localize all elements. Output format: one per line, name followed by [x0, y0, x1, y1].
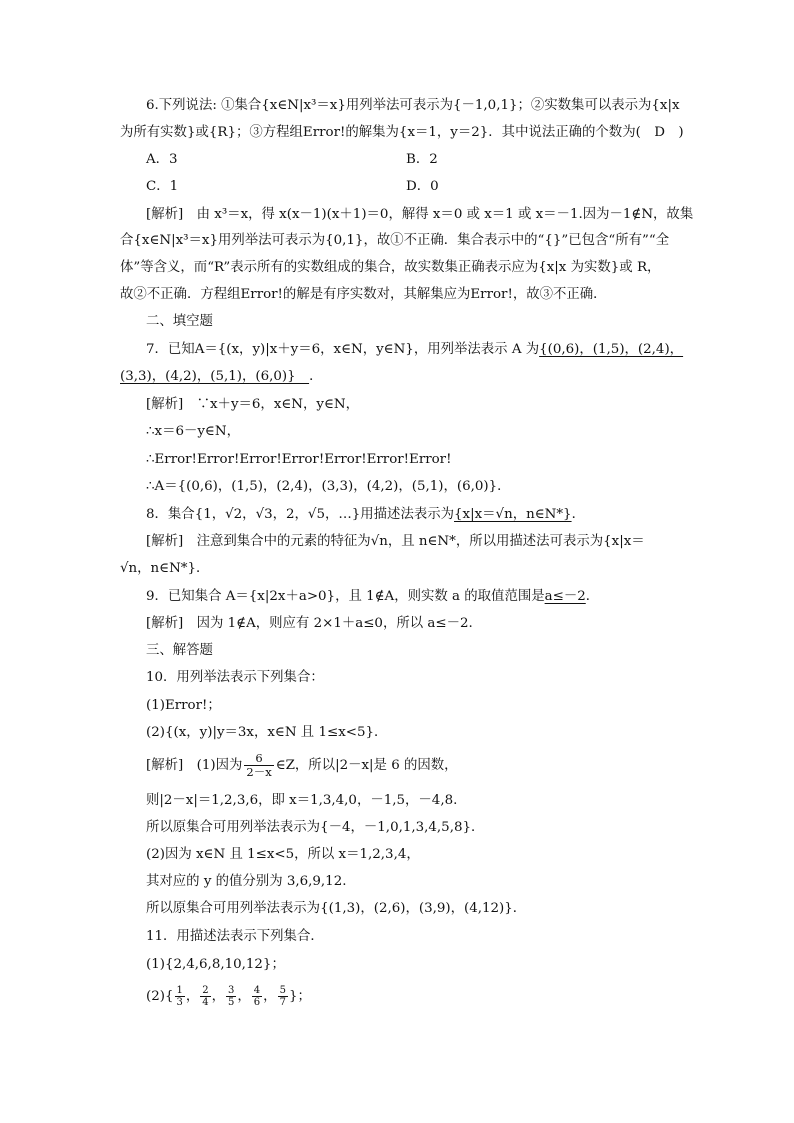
q11-part2-prefix: (2){ [146, 989, 174, 1004]
q7-analysis-line4: ∴A＝{(0,6)，(1,5)，(2,4)，(3,3)，(4,2)，(5,1)，(6,0)}． [146, 479, 511, 494]
q6-option-a: A．3 [146, 152, 178, 167]
q10-analysis-line3: 所以原集合可用列举法表示为{－4，－1,0,1,3,4,5,8}． [146, 820, 485, 835]
q10-analysis-suffix: ∈Z，所以|2－x|是 6 的因数， [275, 758, 458, 773]
q7-stem: 7．已知A＝{(x，y)|x＋y＝6，x∈N，y∈N}，用列举法表示 A 为 [146, 342, 540, 357]
fraction-numerator: 3 [228, 985, 235, 996]
q11-part2-suffix: }； [288, 989, 311, 1004]
q11-fraction-list [174, 985, 289, 1008]
q6-analysis-line2: 合{x∈N|x³＝x}用列举法可表示为{0,1}，故①不正确．集合表示中的“{}”已包含“所有”“全 [120, 233, 670, 248]
q6-stem-line2: 为所有实数}或{R}；③方程组Error!的解集为{x＝1，y＝2}．其中说法正确的个数为( D ) [120, 125, 684, 140]
q11-part2 [146, 985, 311, 1008]
fraction-denominator: 6 [253, 997, 261, 1008]
q7-analysis-line1: [解析] ∵x＋y＝6，x∈N，y∈N， [146, 397, 359, 412]
q8-answer: {x|x＝√n，n∈N*} [454, 507, 572, 522]
q9-analysis: [解析] 因为 1∉A，则应有 2×1＋a≤0，所以 a≤－2. [146, 616, 473, 631]
q10-stem: 10．用列举法表示下列集合： [146, 670, 324, 685]
q7-tail: ． [309, 369, 323, 384]
q9-stem: 9．已知集合 A＝{x|2x＋a>0}，且 1∉A，则实数 a 的取值范围是 [146, 589, 545, 604]
q11-part1: (1){2,4,6,8,10,12}； [146, 957, 285, 972]
fraction-separator: ， [211, 989, 226, 1004]
fraction-numerator: 2 [202, 985, 209, 996]
fraction-denominator: 2－x [246, 765, 272, 779]
section-heading-fill-blank: 二、填空题 [146, 314, 213, 329]
q7-analysis-line3: ∴Error!Error!Error!Error!Error!Error!Error! [146, 452, 452, 467]
fraction-denominator: 5 [228, 997, 235, 1008]
q7-stem-line1 [146, 340, 683, 360]
fraction-item [278, 985, 288, 1008]
q8-stem-line [146, 505, 585, 525]
fraction-item [252, 985, 262, 1008]
q6-option-d: D．0 [406, 179, 439, 194]
fraction-numerator: 1 [176, 985, 183, 996]
q9-answer: a≤－2 [544, 589, 586, 604]
q7-answer-part1: {(0,6)，(1,5)，(2,4)， [539, 342, 684, 357]
q8-analysis-line1: [解析] 注意到集合中的元素的特征为√n，且 n∈N*，所以用描述法可表示为{x|x＝ [146, 534, 645, 549]
q6-option-c: C．1 [146, 179, 179, 194]
fraction-6-over-2-minus-x [244, 752, 273, 779]
q10-analysis-line5: 其对应的 y 的值分别为 3,6,9,12. [146, 874, 347, 889]
q10-part1: (1)Error!； [146, 698, 221, 713]
fraction-item [226, 985, 236, 1008]
q6-analysis-line3: 体”等含义，而“R”表示所有的实数组成的集合，故实数集正确表示应为{x|x 为实数}或 R， [120, 260, 661, 275]
fraction-denominator: 7 [279, 997, 286, 1008]
q6-analysis-line1: [解析] 由 x³＝x，得 x(x－1)(x＋1)＝0，解得 x＝0 或 x＝1 或 x＝－1.因为－1∉N，故集 [146, 207, 694, 222]
fraction-item [200, 985, 210, 1008]
q6-analysis-line4: 故②不正确．方程组Error!的解是有序实数对，其解集应为Error!，故③不正确． [120, 287, 607, 302]
q11-stem: 11．用描述法表示下列集合． [146, 929, 324, 944]
q8-tail: ． [571, 507, 585, 522]
q7-answer-part2: (3,3)，(4,2)，(5,1)，(6,0)} [120, 369, 310, 384]
q8-analysis-line2: √n，n∈N*}． [120, 561, 210, 576]
q10-analysis-line6: 所以原集合可用列举法表示为{(1,3)，(2,6)，(3,9)，(4,12)}． [146, 901, 527, 916]
q9-stem-line [146, 587, 599, 607]
q7-analysis-line2: ∴x＝6－y∈N， [146, 424, 240, 439]
fraction-denominator: 3 [176, 997, 183, 1008]
q10-analysis-prefix: [解析] (1)因为 [146, 758, 243, 773]
q10-part2: (2){(x，y)|y＝3x，x∈N 且 1≤x<5}． [146, 725, 388, 740]
q7-stem-line2 [120, 367, 322, 387]
q10-analysis-line4: (2)因为 x∈N 且 1≤x<5，所以 x＝1,2,3,4， [146, 847, 420, 862]
q6-option-b: B．2 [406, 152, 438, 167]
q8-stem: 8．集合{1，√2，√3，2，√5，…}用描述法表示为 [146, 507, 455, 522]
q9-tail: ． [585, 589, 600, 604]
section-heading-solve: 三、解答题 [146, 643, 213, 658]
fraction-separator: ， [237, 989, 251, 1004]
fraction-separator: ， [263, 989, 277, 1004]
fraction-numerator: 4 [253, 985, 261, 996]
fraction-numerator: 5 [279, 985, 286, 996]
fraction-separator: ， [185, 989, 200, 1004]
q10-analysis-line1 [146, 752, 458, 779]
fraction-denominator: 4 [202, 997, 209, 1008]
q10-analysis-line2: 则|2－x|＝1,2,3,6，即 x＝1,3,4,0，－1,5，－4,8. [146, 793, 458, 808]
fraction-numerator: 6 [244, 752, 273, 766]
q6-stem-line1: 6.下列说法: ①集合{x∈N|x³＝x}用列举法可表示为{－1,0,1}；②实数集可以表示为{x|x [146, 98, 680, 113]
fraction-item [175, 985, 185, 1008]
